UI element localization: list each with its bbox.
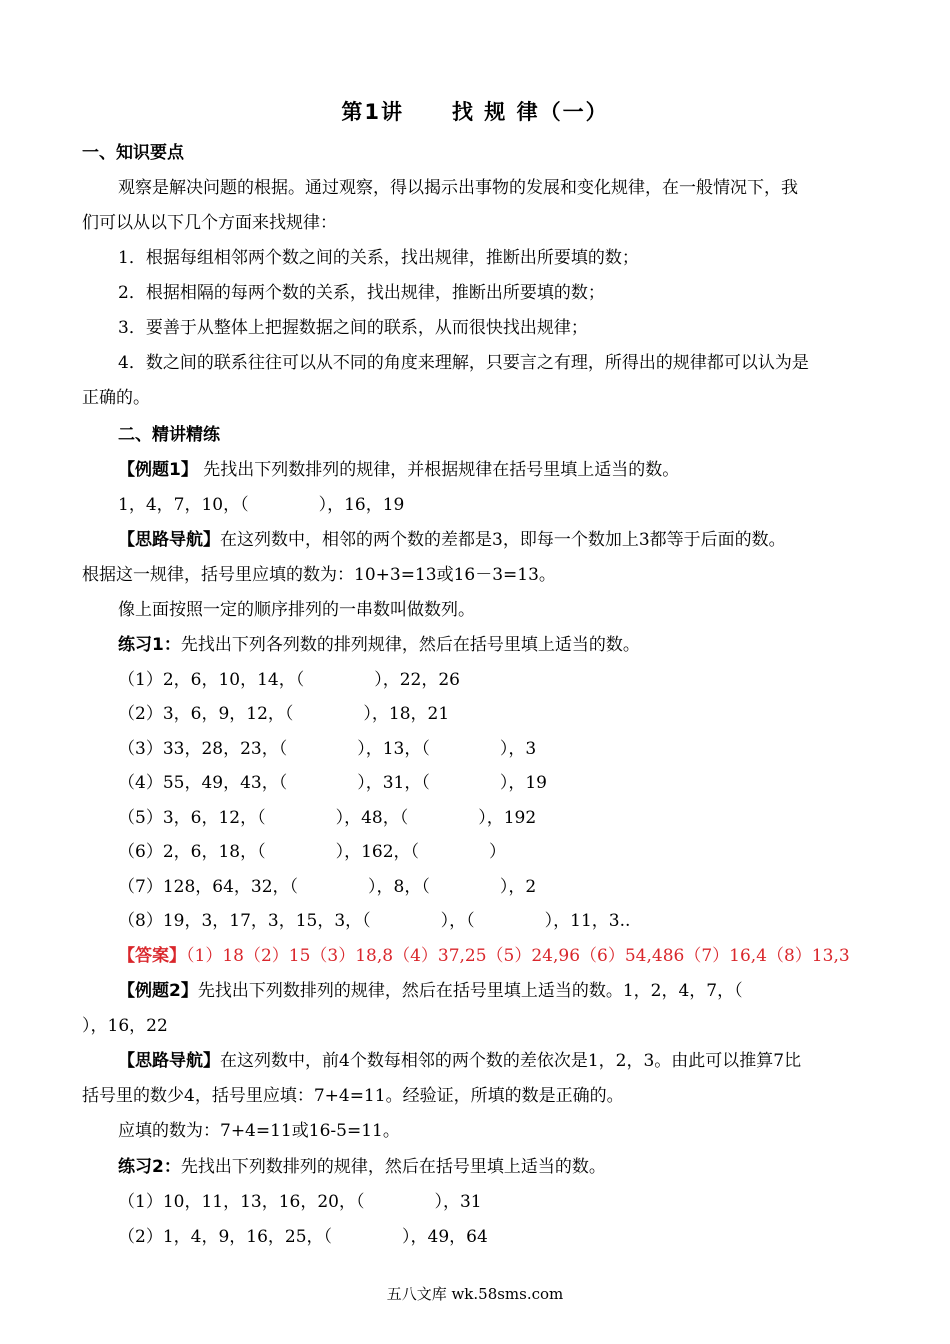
example-1-question bbox=[118, 455, 897, 480]
example-1-note: 像上面按照一定的顺序排列的一串数叫做数列。 bbox=[118, 600, 475, 620]
intro-paragraph-line2: 们可以从以下几个方面来找规律： bbox=[82, 213, 337, 233]
sequence-part: （7）128，64，32，（ bbox=[118, 877, 299, 897]
guide-label: 【思路导航】 bbox=[118, 1051, 220, 1071]
sequence-part: ），3 bbox=[499, 739, 537, 759]
practice-1-heading bbox=[118, 630, 897, 655]
sequence-part: ），8，（ bbox=[368, 877, 430, 897]
example-2-label: 【例题2】 bbox=[118, 981, 198, 1001]
sequence-part: （3）33，28，23，（ bbox=[118, 739, 288, 759]
practice-1-text: 先找出下列各列数的排列规律，然后在括号里填上适当的数。 bbox=[180, 635, 640, 655]
sequence-part: ），16，19 bbox=[318, 495, 405, 515]
guide-text: 在这列数中，前4个数每相邻的两个数的差依次是1，2，3。由此可以推算7比 bbox=[220, 1051, 802, 1071]
example-1-sequence bbox=[118, 490, 897, 515]
sequence-part: （1）2，6，10，14，（ bbox=[118, 670, 305, 690]
intro-paragraph-line1: 观察是解决问题的根据。通过观察，得以揭示出事物的发展和变化规律，在一般情况下，我 bbox=[118, 178, 798, 198]
sequence-part: 1，4，7，10，（ bbox=[118, 495, 249, 515]
answer-text: （1）18（2）15（3）18,8（4）37,25（5）24,96（6）54,486（7）16,4（8）13,3 bbox=[186, 946, 850, 966]
knowledge-point-1: 1．根据每组相邻两个数之间的关系，找出规律，推断出所要填的数； bbox=[118, 248, 639, 268]
section-heading-knowledge: 一、知识要点 bbox=[82, 143, 184, 163]
guide-label: 【思路导航】 bbox=[118, 530, 220, 550]
example-1-guide-line2: 根据这一规律，括号里应填的数为：10+3=13或16－3=13。 bbox=[82, 565, 556, 585]
practice-2-text: 先找出下列数排列的规律，然后在括号里填上适当的数。 bbox=[180, 1157, 606, 1177]
sequence-part: ），13，（ bbox=[357, 739, 430, 759]
example-2-question-line2: ），16，22 bbox=[82, 1016, 168, 1036]
practice-2-heading bbox=[118, 1152, 897, 1177]
sequence-part: ），48，（ bbox=[335, 808, 409, 828]
example-2-guide-line2: 括号里的数少4，括号里应填：7+4=11。经验证，所填的数是正确的。 bbox=[82, 1086, 624, 1106]
sequence-part: （2）3，6，9，12，（ bbox=[118, 704, 294, 724]
practice-2-label: 练习2： bbox=[118, 1157, 181, 1177]
practice-2-item bbox=[118, 1187, 897, 1212]
practice-1-answer bbox=[118, 941, 897, 966]
page-footer: 五八文库 wk.58sms.com bbox=[386, 1285, 564, 1303]
example-1-guide bbox=[118, 525, 897, 550]
knowledge-point-4: 4．数之间的联系往往可以从不同的角度来理解，只要言之有理，所得出的规律都可以认为是 bbox=[118, 353, 809, 373]
example-2-text: 先找出下列数排列的规律，然后在括号里填上适当的数。1，2，4，7，（ bbox=[197, 981, 743, 1001]
practice-1-item bbox=[118, 837, 897, 862]
lecture-number: 第1讲 bbox=[341, 100, 404, 124]
sequence-part: （6）2，6，18，（ bbox=[118, 842, 266, 862]
sequence-part: ），31 bbox=[434, 1192, 482, 1212]
practice-1-item bbox=[118, 768, 897, 793]
practice-2-item bbox=[118, 1222, 897, 1247]
practice-1-item bbox=[118, 906, 897, 931]
sequence-part: ），162，（ bbox=[335, 842, 420, 862]
practice-1-label: 练习1： bbox=[118, 635, 181, 655]
sequence-part: ），192 bbox=[478, 808, 537, 828]
sequence-part: ），22，26 bbox=[374, 670, 460, 690]
example-2-guide bbox=[118, 1046, 897, 1071]
sequence-part: （5）3，6，12，（ bbox=[118, 808, 266, 828]
sequence-part: （8）19，3，17，3，15，3，（ bbox=[118, 911, 371, 931]
sequence-part: ），31，（ bbox=[357, 773, 430, 793]
example-1-text: 先找出下列数排列的规律，并根据规律在括号里填上适当的数。 bbox=[197, 460, 680, 480]
practice-1-item bbox=[118, 699, 897, 724]
sequence-part: （2）1，4，9，16，25，（ bbox=[118, 1227, 333, 1247]
practice-1-item bbox=[118, 872, 897, 897]
sequence-part: ），18，21 bbox=[363, 704, 450, 724]
sequence-part: ），（ bbox=[440, 911, 475, 931]
guide-text: 在这列数中，相邻的两个数的差都是3，即每一个数加上3都等于后面的数。 bbox=[220, 530, 786, 550]
sequence-part: ），11，3.. bbox=[544, 911, 631, 931]
knowledge-point-2: 2．根据相隔的每两个数的关系，找出规律，推断出所要填的数； bbox=[118, 283, 605, 303]
knowledge-point-3: 3．要善于从整体上把握数据之间的联系，从而很快找出规律； bbox=[118, 318, 588, 338]
example-2-question bbox=[118, 976, 897, 1001]
sequence-part: ） bbox=[489, 842, 507, 862]
knowledge-point-4-continued: 正确的。 bbox=[82, 388, 150, 408]
section-heading-practice: 二、精讲精练 bbox=[118, 425, 220, 445]
answer-label: 【答案】 bbox=[118, 946, 186, 966]
sequence-part: ），2 bbox=[499, 877, 537, 897]
lecture-topic: 找 规 律（一） bbox=[452, 100, 609, 124]
practice-1-item bbox=[118, 665, 897, 690]
sequence-part: （4）55，49，43，（ bbox=[118, 773, 288, 793]
page-title bbox=[0, 96, 950, 126]
sequence-part: （1）10，11，13，16，20，（ bbox=[118, 1192, 365, 1212]
example-1-label: 【例题1】 bbox=[118, 460, 198, 480]
practice-1-item bbox=[118, 803, 897, 828]
practice-1-item bbox=[118, 734, 897, 759]
sequence-part: ），49，64 bbox=[402, 1227, 488, 1247]
example-2-note: 应填的数为：7+4=11或16-5=11。 bbox=[118, 1121, 400, 1141]
sequence-part: ），19 bbox=[499, 773, 547, 793]
